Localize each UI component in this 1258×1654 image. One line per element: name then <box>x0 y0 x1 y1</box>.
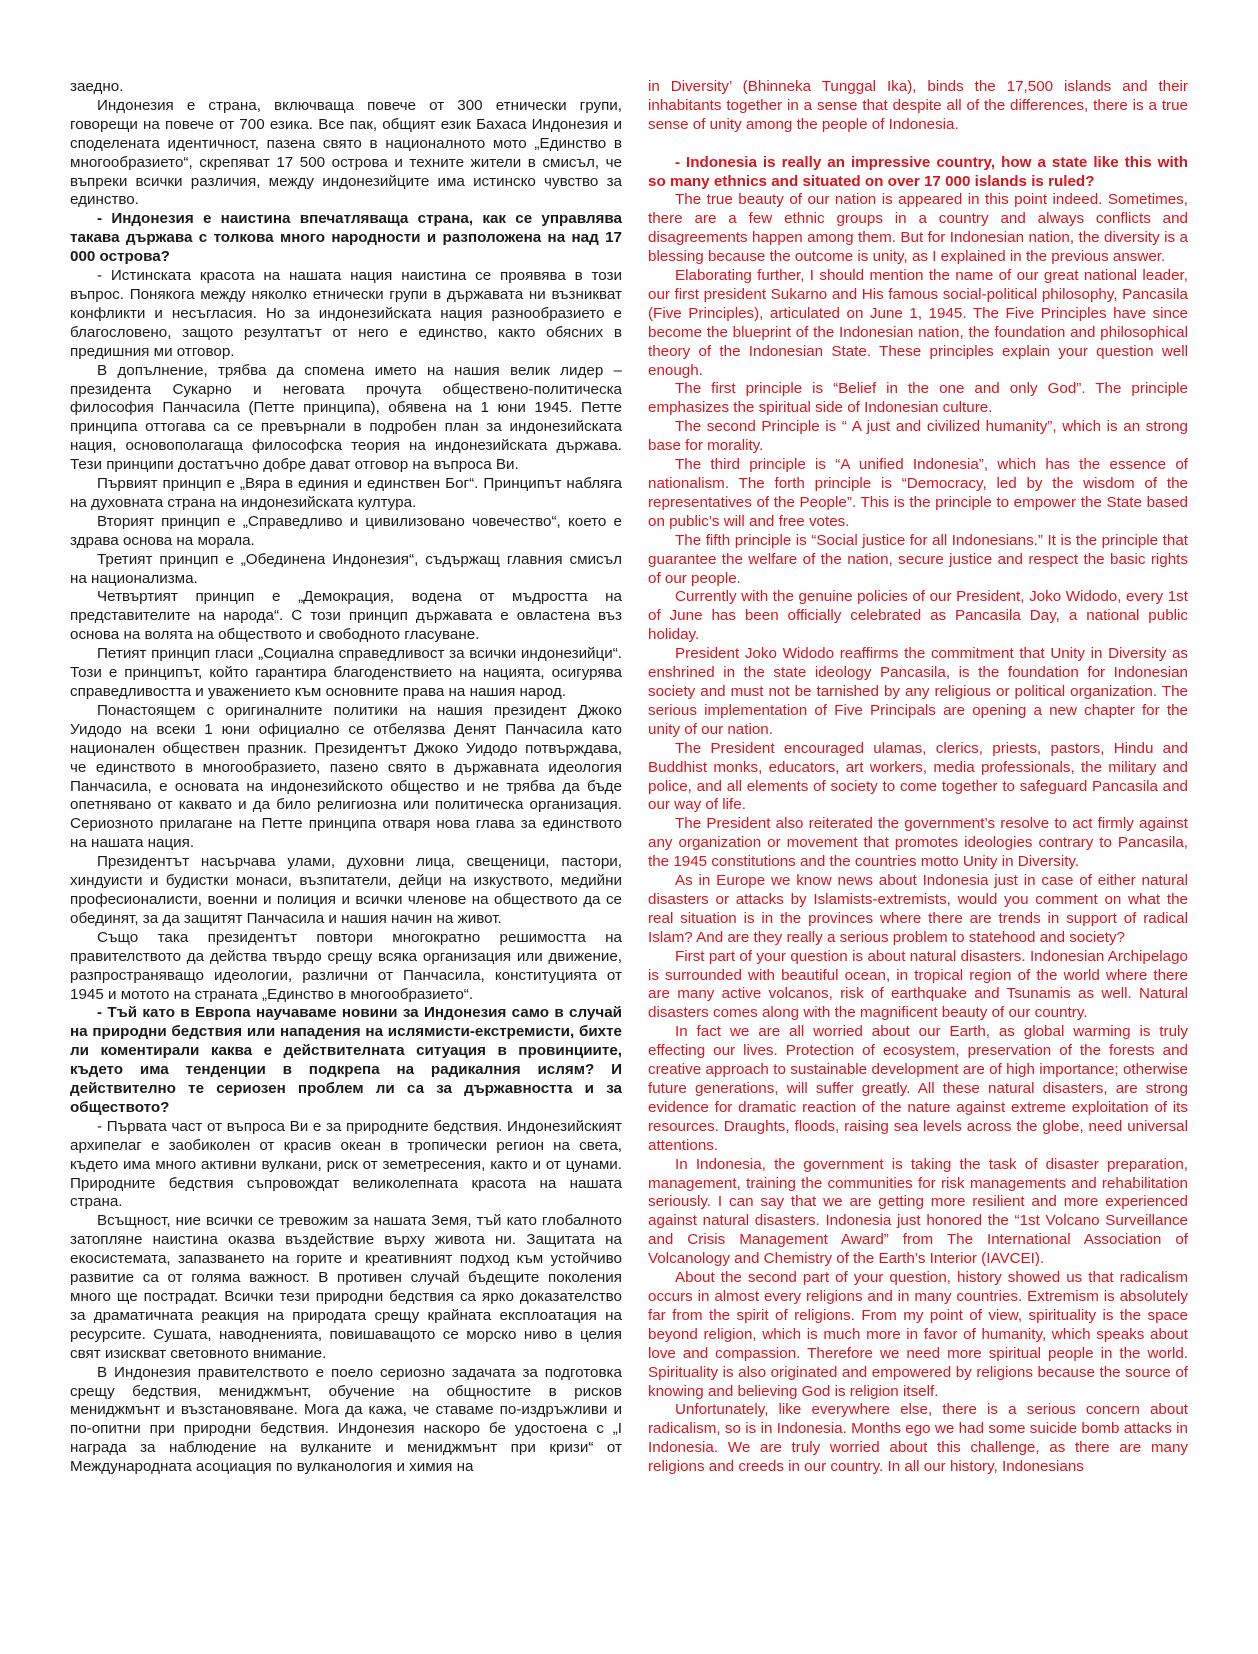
paragraph: В допълнение, трябва да спомена името на нашия велик лидер – президента Сукарно и неговата прочута обществено-политическа философия Панчасила (Петте принципа), обявена на 1 юни 1945. Петте принципа оттогава са се превърнали в подробен план за индонезийската нация, основополагаща философска теория на индонезийската държава. Тези принципи достатъчно добре дават отговор на въпроса Ви. <box>70 361 622 474</box>
paragraph: - Истинската красота на нашата нация наистина се проявява в този въпрос. Понякога между няколко етнически групи в държавата ни възникват конфликти и несъгласия. Но за индонезийската нация разнообразието е благословено, защото резултатът от него е единство, както обясних в предишния ми отговор. <box>70 267 622 360</box>
paragraph: As in Europe we know news about Indonesia just in case of either natural disasters or attacks by Islamists-extremists, would you comment on what the real situation is in the provinces where there are trends in support of radical Islam? And are they really a serious problem to statehood and society? <box>648 872 1188 946</box>
paragraph: Вторият принцип е „Справедливо и цивилизовано човечество“, което е здрава основа на морала. <box>70 512 622 549</box>
question-heading: - Индонезия е наистина впечатляваща страна, как се управлява такава държава с толкова много народности и разположена на над 17 000 острова? <box>70 210 622 266</box>
paragraph: Elaborating further, I should mention the name of our great national leader, our first president Sukarno and His famous social-political philosophy, Pancasila (Five Principles), articulated on June 1, 1945. The Five Principles have since become the blueprint of the Indonesian nation, the foundation and philosophical theory of the Indonesian State. These principles explain your question well enough. <box>648 267 1188 379</box>
paragraph: Първият принцип е „Вяра в единия и единствен Бог“. Принципът набляга на духовната страна на индонезийската култура. <box>70 475 622 511</box>
paragraph: Четвъртият принцип е „Демокрация, водена от мъдростта на представителите на народа“. С този принцип държавата е овластена въз основа на волята на обществото и свободното гласуване. <box>70 588 622 644</box>
paragraph: Всъщност, ние всички се тревожим за нашата Земя, тъй като глобалното затопляне наистина оказва въздействие върху живота ни. Защитата на екосистемата, запазването на горите и креативният подход към устойчиво развитие са от голяма важност. В противен случай бъдещите поколения много ще пострадат. Всички тези природни бедствия са ярко доказателство за драматичната реакция на природата срещу крайната експлоатация на ресурсите. Сушата, наводненията, повишаващото се морско ниво в целия свят изискват световното внимание. <box>70 1212 622 1362</box>
paragraph: The true beauty of our nation is appeared in this point indeed. Sometimes, there are a few ethnic groups in a country and always conflicts and disagreements happen among them. But for Indonesian nation, the diversity is a blessing because the outcome is unity, as I explained in the previous answer. <box>648 191 1188 266</box>
paragraph: In fact we are all worried about our Earth, as global warming is truly effecting our lives. Protection of ecosystem, preservation of the forests and creative approach to sustainable development are of high importance; otherwise future generations, will suffer greatly. All these natural disasters, are strong evidence for dramatic reaction of the nature against extreme exploitation of its resources. Draughts, floods, raising sea levels across the globe, need universal attentions. <box>648 1023 1188 1154</box>
paragraph: About the second part of your question, history showed us that radicalism occurs in almost every religions and in many countries. Extremism is absolutely far from the spirit of religions. From my point of view, spirituality is the space beyond religion, which is much more in favor of humanity, which speaks about love and compassion. Therefore we need more spiritual people in the world. Spirituality is also originated and empowered by religions because the source of knowing and believing God is religion itself. <box>648 1269 1188 1400</box>
paragraph: The President encouraged ulamas, clerics, priests, pastors, Hindu and Buddhist monks, educators, art workers, media professionals, the military and police, and all elements of society to come together to safeguard Pancasila and our way of life. <box>648 739 1188 814</box>
paragraph: The President also reiterated the government’s resolve to act firmly against any organization or movement that promotes ideologies contrary to Pancasila, the 1945 constitutions and the countries motto Unity in Diversity. <box>648 815 1188 871</box>
paragraph: The third principle is “A unified Indonesia”, which has the essence of nationalism. The forth principle is “Democracy, led by the wisdom of the representatives of the People”. This is the principle to empower the State based on public’s will and free votes. <box>648 456 1188 530</box>
paragraph: Третият принцип е „Обединена Индонезия“, съдържащ главния смисъл на национализма. <box>70 550 622 587</box>
question-heading: - Тъй като в Европа научаваме новини за Индонезия само в случай на природни бедствия или нападения на ислямисти-екстремисти, бихте ли коментирали каква е действителната ситуация в провинциите, където има тенденции в подкрепа на радикалния ислям? И действително те сериозен проблем ли са за държавността и за обществото? <box>70 1004 622 1116</box>
left-column-bulgarian <box>70 78 622 1477</box>
right-column-english <box>648 78 1188 1477</box>
paragraph: Също така президентът повтори многократно решимостта на правителството да действа твърдо срещу всяка организация или движение, разпространяващо идеологии, различни от Панчасила, конституцията от 1945 и мотото на страната „Единство в многообразието“. <box>70 928 622 1003</box>
paragraph: President Joko Widodo reaffirms the commitment that Unity in Diversity as enshrined in the state ideology Pancasila, is the foundation for Indonesian society and must not be tarnished by any religious or political organization. The serious implementation of Five Principals are opening a new chapter for the unity of our nation. <box>648 645 1188 738</box>
paragraph: in Diversity’ (Bhinneka Tunggal Ika), binds the 17,500 islands and their inhabitants together in a sense that despite all of the differences, there is a true sense of unity among the people of Indonesia. <box>648 78 1188 133</box>
paragraph: Unfortunately, like everywhere else, there is a serious concern about radicalism, so is in Indonesia. Months ego we had some suicide bomb attacks in Indonesia. We are truly worried about this challenge, as there are many religions and creeds in our country. In all our history, Indonesians <box>648 1401 1188 1476</box>
paragraph: Понастоящем с оригиналните политики на нашия президент Джоко Уидодо на всеки 1 юни официално се отбелязва Денят Панчасила като национален обществен празник. Президентът Джоко Уидодо потвърждава, че единството в многообразието, пазено свято в държавната идеология Панчасила, е основата на индонезийското общество и не трябва да бъде опетнявано от каквато и да било религиозна или политическа организация. Сериозното прилагане на Петте принципа отваря нова глава за единството на нашата нация. <box>70 701 622 852</box>
paragraph: - Първата част от въпроса Ви е за природните бедствия. Индонезийският архипелаг е заобиколен от красив океан в тропически регион на света, където има много активни вулкани, риск от земетресения, както и от цунами. Природните бедствия съпровождат великолепната красота на нашата страна. <box>70 1117 622 1211</box>
paragraph: Петият принцип гласи „Социална справедливост за всички индонезийци“. Този е принципът, който гарантира благоденствието на нацията, осигурява справедливостта и уважението към основните права на нашия народ. <box>70 645 622 700</box>
paragraph: В Индонезия правителството е поело сериозно задачата за подготовка срещу бедствия, мениджмънт, обучение на общностите в рисков мениджмънт и възстановяване. Мога да кажа, че ставаме по-издръжливи и по-опитни при природни бедствия. Индонезия наскоро бе удостоена с „I награда за наблюдение на вулканите и мениджмънт при кризи“ от Международната асоциация по вулканология и химия на <box>70 1363 622 1476</box>
paragraph: In Indonesia, the government is taking the task of disaster preparation, management, training the communities for risk managements and rehabilitation seriously. I can say that we are getting more resilient and more experienced against natural disasters. Indonesia just honored the “1st Volcano Surveillance and Crisis Management Award” from The International Association of Volcanology and Chemistry of the Earth’s Interior (IAVCEI). <box>648 1155 1188 1268</box>
paragraph: First part of your question is about natural disasters. Indonesian Archipelago is surrounded with beautiful ocean, in tropical region of the world where there are many active volcanos, risk of earthquake and Tsunamis as well. Natural disasters comes along with the magnificent beauty of our country. <box>648 947 1188 1022</box>
paragraph: Индонезия е страна, включваща повече от 300 етнически групи, говорещи на повече от 700 езика. Все пак, общият език Бахаса Индонезия и споделената идентичност, пазена свято в националното мото „Единство в многообразието“, скрепяват 17 500 острова и техните жители в смисъл, че въпреки всички различия, между индонезийците има истинско чувство за единство. <box>70 96 622 209</box>
paragraph: Президентът насърчава улами, духовни лица, свещеници, пастори, хиндуисти и будистки монаси, възпитатели, дейци на изкуството, медийни професионалисти, военни и полиция и всички членове на обществото да се обединят, за да защитят Панчасила и нашия начин на живот. <box>70 853 622 927</box>
paragraph: The fifth principle is “Social justice for all Indonesians.” It is the principle that guarantee the welfare of the nation, secure justice and respect the basic rights of our people. <box>648 531 1188 587</box>
question-heading: - Indonesia is really an impressive country, how a state like this with so many ethnics and situated on over 17 000 islands is ruled? <box>648 153 1188 190</box>
paragraph: Currently with the genuine policies of our President, Joko Widodo, every 1st of June has been officially celebrated as Pancasila Day, a national public holiday. <box>648 588 1188 644</box>
paragraph: заедно. <box>70 78 124 95</box>
paragraph: The second Principle is “ A just and civilized humanity”, which is an strong base for morality. <box>648 418 1188 455</box>
paragraph: The first principle is “Belief in the one and only God”. The principle emphasizes the spiritual side of Indonesian culture. <box>648 380 1188 417</box>
